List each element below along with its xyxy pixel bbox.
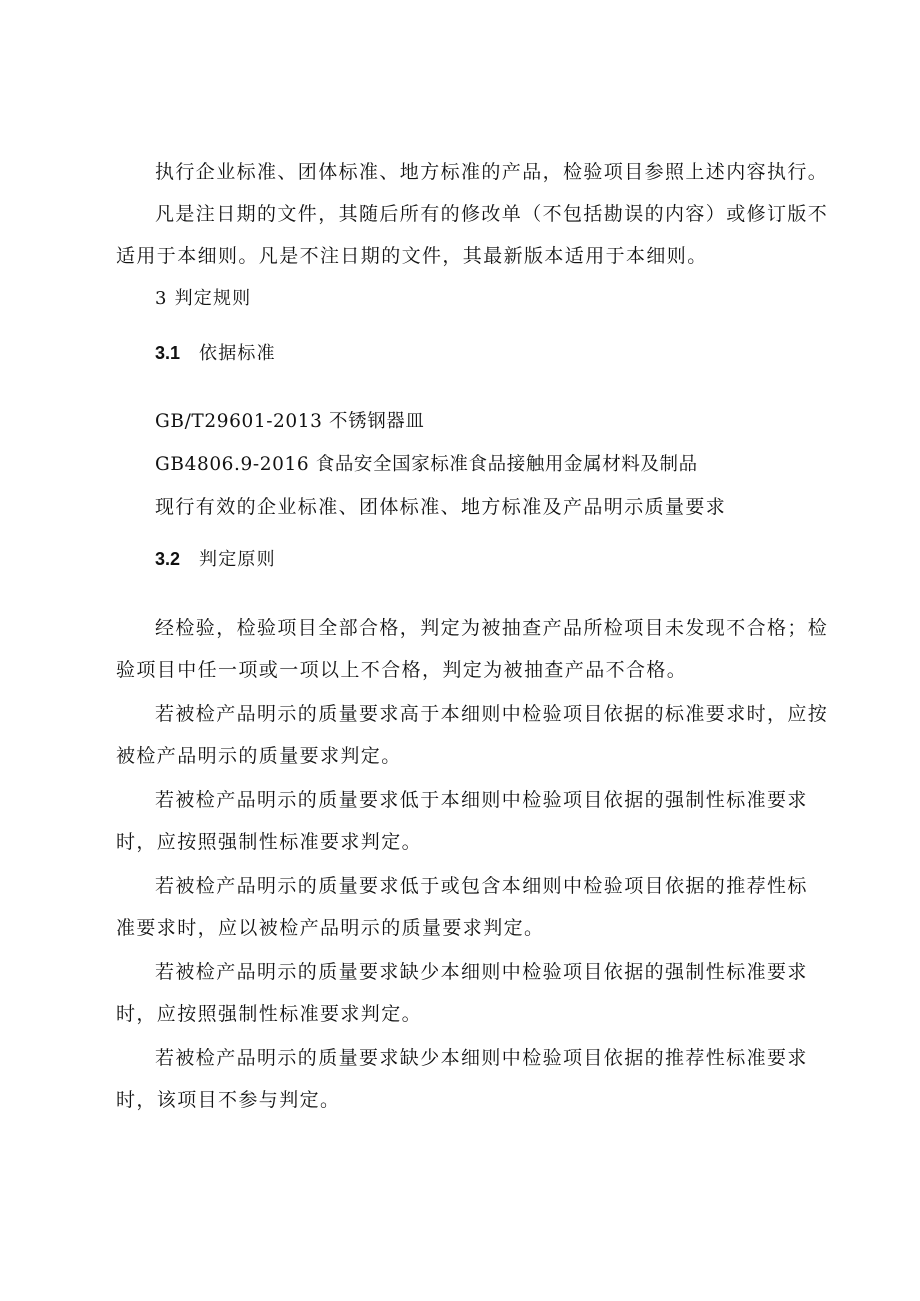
section-3-2-number: 3.2 [155,549,181,569]
rule-line: 若被检产品明示的质量要求缺少本细则中检验项目依据的推荐性标准要求 [155,1047,808,1069]
rule-line: 经检验，检验项目全部合格，判定为被抽查产品所检项目未发现不合格；检 [155,617,829,639]
rule-line: 被检产品明示的质量要求判定。 [116,745,402,767]
standard-item: GB4806.9-2016 食品安全国家标准食品接触用金属材料及制品 [155,454,698,475]
rule-line: 准要求时，应以被检产品明示的质量要求判定。 [116,917,545,939]
rule-line: 验项目中任一项或一项以上不合格，判定为被抽查产品不合格。 [116,659,688,681]
section-3-2-heading [155,545,855,574]
section-3-heading: 3 判定规则 [155,288,252,309]
rule-line: 时，该项目不参与判定。 [116,1089,341,1111]
paragraph-execution-note: 执行企业标准、团体标准、地方标准的产品，检验项目参照上述内容执行。 [155,161,829,183]
rule-line: 时，应按照强制性标准要求判定。 [116,831,423,853]
rule-line: 若被检产品明示的质量要求缺少本细则中检验项目依据的强制性标准要求 [155,961,808,983]
section-3-1-number: 3.1 [155,343,181,363]
section-3-1-title: 依据标准 [199,343,276,364]
paragraph-dated-files-line2: 适用于本细则。凡是不注日期的文件，其最新版本适用于本细则。 [116,245,708,267]
rule-line: 若被检产品明示的质量要求低于或包含本细则中检验项目依据的推荐性标 [155,875,808,897]
rule-line: 时，应按照强制性标准要求判定。 [116,1003,423,1025]
section-3-2-title: 判定原则 [199,549,276,570]
paragraph-dated-files-line1: 凡是注日期的文件，其随后所有的修改单（不包括勘误的内容）或修订版不 [155,203,829,225]
section-3-1-heading [155,339,855,368]
standard-item: GB/T29601-2013 不锈钢器皿 [155,411,425,432]
rule-line: 若被检产品明示的质量要求低于本细则中检验项目依据的强制性标准要求 [155,789,808,811]
rule-line: 若被检产品明示的质量要求高于本细则中检验项目依据的标准要求时，应按 [155,703,829,725]
standard-item: 现行有效的企业标准、团体标准、地方标准及产品明示质量要求 [155,496,727,518]
